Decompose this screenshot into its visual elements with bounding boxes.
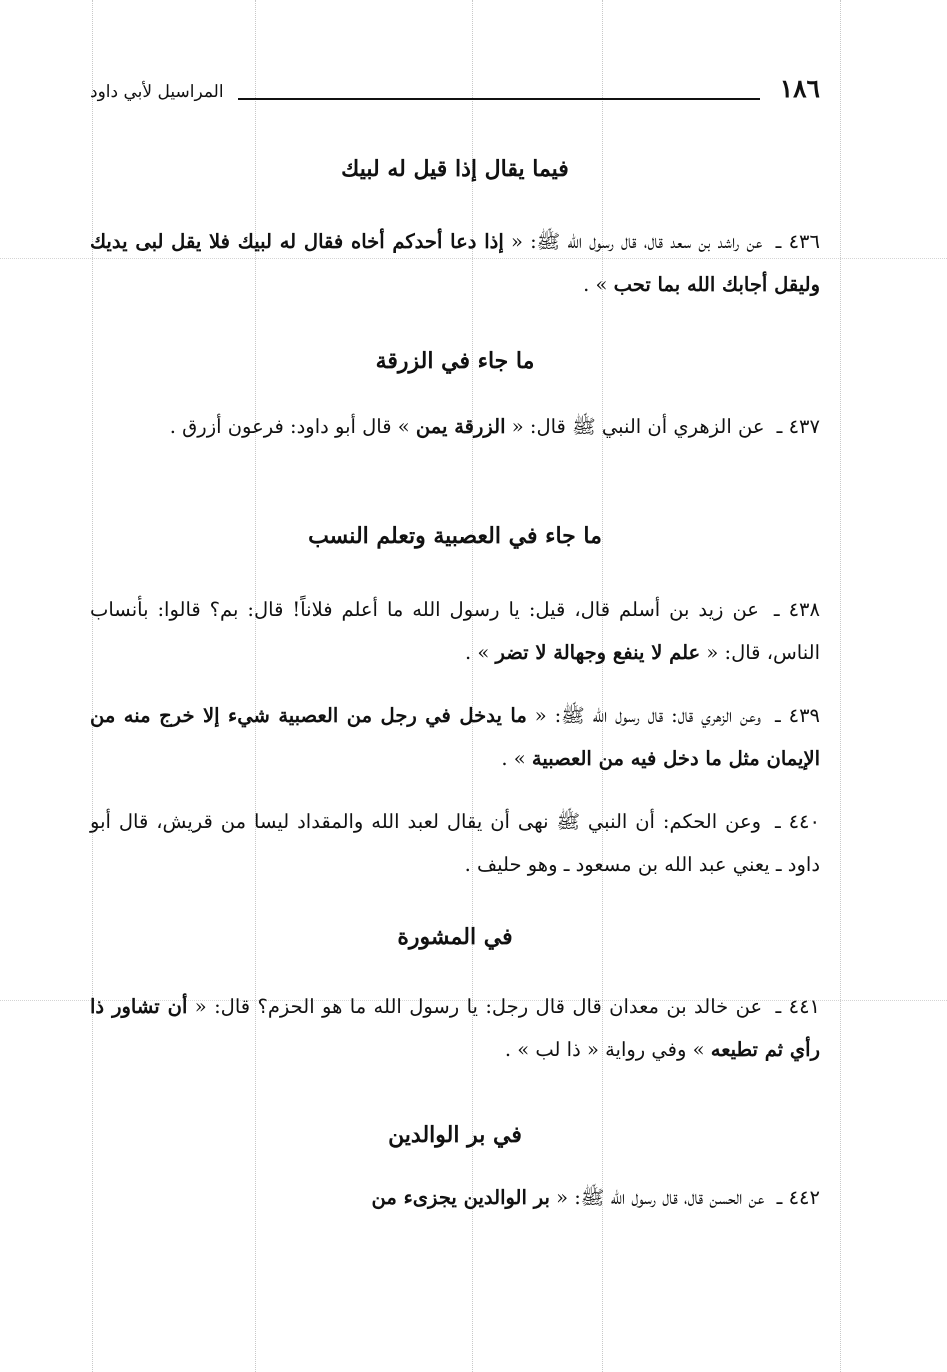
hadith-quote: علم لا ينفع وجهالة لا تضر — [495, 641, 701, 664]
hadith-quote: بر الوالدين يجزىء من — [371, 1186, 550, 1209]
hadith-narration: عن زيد بن أسلم قال، قيل: يا رسول الله ما أعلم فلاناً! قال: بم؟ قالوا: بأنساب الناس، قال: « — [90, 598, 820, 664]
grid-line — [840, 0, 841, 1372]
hadith-tail: » . — [501, 747, 526, 770]
hadith-number: ٤٣٩ ـ — [774, 704, 821, 727]
hadith-narration: عن راشد بن سعد قال، قال رسول الله ﷺ: « — [510, 230, 763, 253]
section-heading: فيما يقال إذا قيل له لبيك — [341, 156, 569, 182]
hadith-entry — [90, 800, 820, 886]
hadith-entry — [90, 1176, 820, 1219]
hadith-narration: عن الزهري أن النبي ﷺ قال: « — [511, 415, 765, 438]
hadith-number: ٤٤٠ ـ — [774, 810, 820, 833]
hadith-entry — [90, 588, 820, 674]
hadith-entry — [90, 985, 820, 1071]
hadith-quote: ما يدخل في رجل من العصبية شيء إلا خرج منه من الإيمان مثل ما دخل فيه من العصبية — [90, 704, 820, 770]
page-number: ١٨٦ — [779, 74, 820, 103]
running-title: المراسيل لأبي داود — [90, 82, 224, 102]
hadith-tail: » وفي رواية « ذا لب » . — [504, 1038, 705, 1061]
hadith-narration: عن خالد بن معدان قال قال رجل: يا رسول الله ما هو الحزم؟ قال: « — [194, 995, 763, 1018]
hadith-quote: أن تشاور ذا رأي ثم تطيعه — [90, 995, 820, 1061]
section-heading: ما جاء في الزرقة — [375, 348, 535, 374]
hadith-quote: الزرقة يمن — [415, 415, 506, 438]
hadith-narration: وعن الحكم: أن النبي ﷺ نهى أن يقال لعبد الله والمقداد ليسا من قريش، قال أبو داود ـ يعني عبد الله بن مسعود ـ وهو حليف . — [90, 810, 820, 876]
section-heading: ما جاء في العصبية وتعلم النسب — [308, 523, 602, 549]
hadith-entry — [90, 220, 820, 306]
hadith-number: ٤٤٢ ـ — [776, 1186, 820, 1209]
hadith-entry — [90, 694, 820, 780]
page-header — [90, 74, 820, 114]
hadith-number: ٤٤١ ـ — [775, 995, 821, 1018]
document-page — [90, 60, 820, 1350]
hadith-quote: إذا دعا أحدكم أخاه فقال له لبيك فلا يقل لبى يديك وليقل أجابك الله بما تحب — [90, 230, 820, 296]
hadith-number: ٤٣٦ ـ — [775, 230, 820, 253]
section-heading: في المشورة — [397, 924, 513, 950]
hadith-number: ٤٣٧ ـ — [776, 415, 820, 438]
hadith-narration: عن الحسن قال، قال رسول الله ﷺ: « — [556, 1186, 765, 1209]
hadith-tail: » . — [464, 641, 490, 664]
section-heading: في بر الوالدين — [388, 1122, 522, 1148]
hadith-narration: وعن الزهري قال: قال رسول الله ﷺ: « — [534, 704, 762, 727]
hadith-tail: » قال أبو داود: فرعون أزرق . — [169, 415, 410, 438]
header-rule — [238, 98, 760, 100]
hadith-entry — [90, 405, 820, 448]
hadith-number: ٤٣٨ ـ — [773, 598, 820, 621]
hadith-tail: » . — [583, 273, 608, 296]
